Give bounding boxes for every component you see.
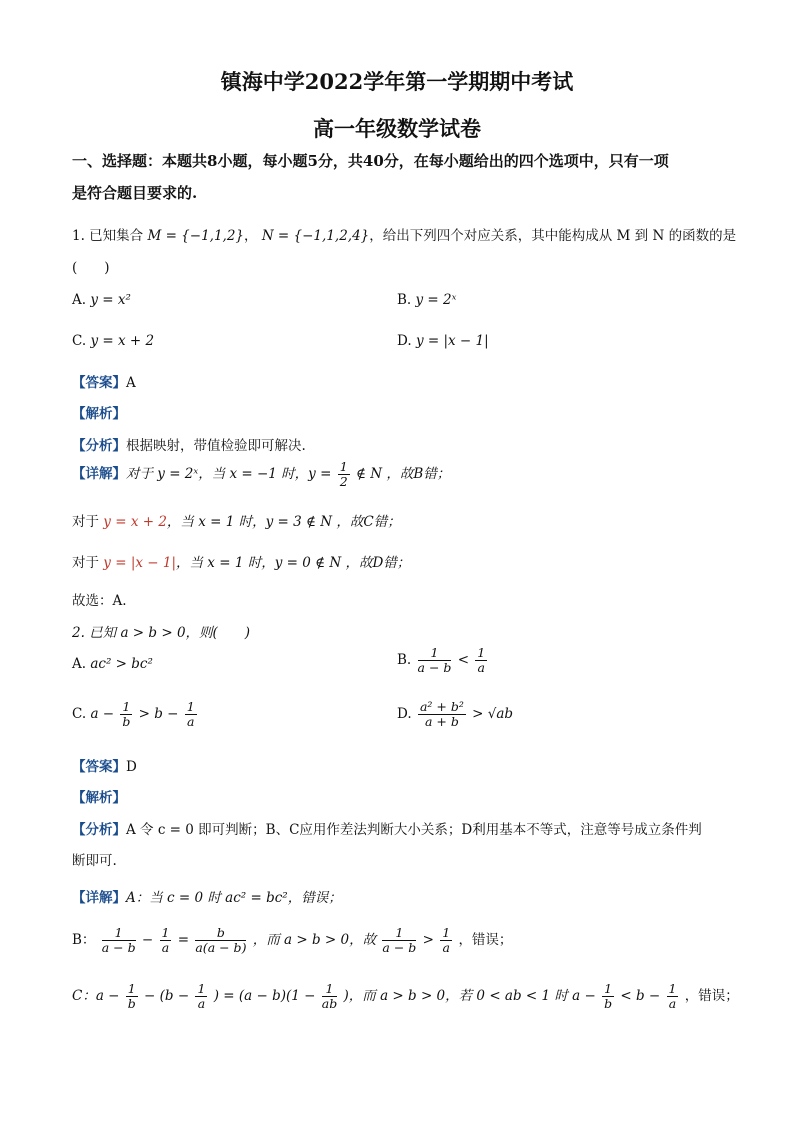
q2-option-b-frac2 <box>475 646 487 675</box>
frac-den: a <box>477 660 485 675</box>
q2-option-c <box>72 700 199 729</box>
q1-detail-line2 <box>72 510 401 530</box>
q1-detail1-a: 对于 y = 2ˣ，当 x = −1 时，y = <box>126 466 332 482</box>
q1-answer-tag: 【答案】 <box>72 375 126 391</box>
q2-detail-b-mid: ，而 a > b > 0，故 <box>252 932 377 948</box>
q1-detail-line1 <box>72 460 450 489</box>
q2-answer-value: D <box>126 759 137 775</box>
q1-option-d-label: D. <box>397 333 412 349</box>
frac-den: b <box>127 996 136 1011</box>
frac-num: 1 <box>339 459 348 474</box>
q1-option-a-label: A. <box>72 292 87 308</box>
frac <box>322 982 337 1011</box>
q2-option-b <box>397 646 489 675</box>
q1-choose: 故选：A. <box>72 593 127 609</box>
frac <box>667 982 679 1011</box>
q2-option-c-frac2 <box>185 700 197 729</box>
frac <box>195 926 246 955</box>
q2-stem-text: 2. 已知 a > b > 0，则( ) <box>72 625 251 641</box>
frac-den: a − b <box>382 940 417 955</box>
frac <box>126 982 138 1011</box>
frac-num: 1 <box>477 645 486 660</box>
q2-detail-a <box>72 886 342 906</box>
q1-prefix: 1. 已知集合 <box>72 228 144 244</box>
q2-option-b-rel: < <box>457 652 469 668</box>
frac-den: a <box>161 940 170 955</box>
q1-option-d <box>397 333 489 349</box>
q1-option-c <box>72 333 154 349</box>
q1-detail3-a: 对于 <box>72 555 99 571</box>
q2-detail-b-end: ，错误； <box>458 932 513 948</box>
q2-detail-c <box>72 982 739 1011</box>
q1-option-b-label: B. <box>397 292 412 308</box>
section-heading-line2: 是符合题目要求的. <box>72 184 198 202</box>
q2-option-d-frac <box>418 700 466 729</box>
frac-den: a − b <box>417 660 452 675</box>
q1-detail1-frac <box>338 460 350 489</box>
frac-den: a <box>187 714 195 729</box>
frac <box>102 926 136 955</box>
q1-detail2-expr: y = x + 2 <box>103 514 167 530</box>
frac-den: a + b <box>424 714 459 729</box>
q1-detail1-b: ∉ N ，故B错； <box>355 466 451 482</box>
exam-subtitle: 高一年级数学试卷 <box>313 116 481 141</box>
frac-den: a <box>197 996 206 1011</box>
frac <box>382 926 416 955</box>
q2-fenxi-label: 【分析】 <box>72 822 126 838</box>
q2-stem <box>72 621 250 641</box>
q2-detail-a-text: A：当 c = 0 时 ac² = bc²，错误； <box>126 890 342 906</box>
q1-detail-label: 【详解】 <box>72 466 126 482</box>
q1-option-a <box>72 292 131 308</box>
q2-option-d-rest: > √ab <box>472 706 514 722</box>
q1-fenxi <box>72 434 306 454</box>
q1-answer <box>72 371 136 391</box>
frac-num: 1 <box>604 981 613 996</box>
q1-option-b <box>397 292 456 308</box>
op: = <box>177 932 190 948</box>
q1-fenxi-text: 根据映射，带值检验即可解决. <box>126 438 306 454</box>
frac-num: a² + b² <box>419 699 464 714</box>
q2-option-d-label: D. <box>397 706 412 722</box>
frac-num: b <box>195 926 246 941</box>
frac <box>440 926 452 955</box>
q1-set-n: N = {−1,1,2,4} <box>261 228 370 244</box>
q2-fenxi-line1 <box>72 818 702 838</box>
q1-option-b-expr: y = 2ˣ <box>415 292 457 308</box>
frac-num: 1 <box>442 925 451 940</box>
q2-detail-label: 【详解】 <box>72 890 126 906</box>
frac-den: 2 <box>339 474 348 489</box>
frac-num: 1 <box>102 926 136 941</box>
op: > <box>422 932 434 948</box>
q2-detail-b-pre: B： <box>72 932 96 948</box>
q2-fenxi-text1: A 令 c = 0 即可判断；B、C应用作差法判断大小关系；D利用基本不等式，注意等号成立条件判 <box>126 822 702 838</box>
q2-option-b-label: B. <box>397 652 412 668</box>
frac-den: b <box>122 714 131 729</box>
q2-detail-c-pre: C：a − <box>72 988 120 1004</box>
frac-den: a − b <box>101 940 136 955</box>
frac-num: 1 <box>161 925 170 940</box>
frac-num: 1 <box>127 981 136 996</box>
q1-detail3-b: ，当 x = 1 时，y = 0 ∉ N ，故D错； <box>176 555 411 571</box>
q1-option-a-expr: y = x² <box>90 292 131 308</box>
q1-detail2-b: ，当 x = 1 时，y = 3 ∉ N ，故C错； <box>166 514 401 530</box>
op: ) = (a − b)(1 − <box>213 988 316 1004</box>
q1-option-c-label: C. <box>72 333 87 349</box>
q2-detail-c-end: ，错误； <box>684 988 739 1004</box>
q1-analysis-label: 【解析】 <box>72 406 126 422</box>
q2-answer-tag: 【答案】 <box>72 759 126 775</box>
q2-fenxi-line2: 断即可. <box>72 853 117 869</box>
frac <box>602 982 614 1011</box>
q2-answer <box>72 755 137 775</box>
q1-detail2-a: 对于 <box>72 514 99 530</box>
q2-option-d <box>397 700 513 729</box>
op: − (b − <box>144 988 190 1004</box>
exam-title: 镇海中学2022学年第一学期期中考试 <box>220 69 574 94</box>
frac-num: 1 <box>668 981 677 996</box>
q2-option-a-label: A. <box>72 656 87 672</box>
frac-den: a <box>442 940 450 955</box>
section-heading-line1: 一、选择题：本题共8小题，每小题5分，共40分，在每小题给出的四个选项中，只有一项 <box>72 152 669 170</box>
q2-detail-b <box>72 926 512 955</box>
op: − <box>141 932 154 948</box>
q1-fenxi-label: 【分析】 <box>72 438 126 454</box>
q2-option-b-frac1 <box>418 646 452 675</box>
q2-analysis-tag <box>72 786 126 806</box>
q2-option-a <box>72 656 153 672</box>
frac-den: b <box>604 996 613 1011</box>
q1-stem: 1. 已知集合 M = {−1,1,2}， N = {−1,1,2,4}，给出下列四个对应关系，其中能构成从 M 到 N 的函数的是 <box>72 228 737 244</box>
frac-num: 1 <box>186 699 195 714</box>
q1-paren: ( ) <box>72 260 110 276</box>
op: )，而 a > b > 0，若 0 < ab < 1 时 a − <box>343 988 596 1004</box>
q1-analysis-tag <box>72 402 126 422</box>
frac-num: 1 <box>418 646 452 661</box>
frac-den: ab <box>321 996 338 1011</box>
q2-option-c-mid: > b − <box>138 706 179 722</box>
q2-analysis-label: 【解析】 <box>72 790 126 806</box>
frac <box>195 982 207 1011</box>
q2-option-c-a: a − <box>90 706 115 722</box>
frac-num: 1 <box>122 699 131 714</box>
q2-option-c-frac1 <box>120 700 132 729</box>
q1-option-c-expr: y = x + 2 <box>90 333 155 349</box>
q1-suffix: ，给出下列四个对应关系，其中能构成从 M 到 N 的函数的是 <box>369 228 737 244</box>
frac-num: 1 <box>197 981 206 996</box>
frac-num: 1 <box>322 982 337 997</box>
frac-den: a(a − b) <box>195 940 247 955</box>
q1-detail-line3 <box>72 551 410 571</box>
frac-den: a <box>668 996 677 1011</box>
q2-option-c-label: C. <box>72 706 87 722</box>
q1-option-d-expr: y = |x − 1| <box>415 333 489 349</box>
frac <box>160 926 172 955</box>
frac-num: 1 <box>382 926 416 941</box>
op: < b − <box>620 988 661 1004</box>
q1-set-m: M = {−1,1,2} <box>147 228 245 244</box>
q2-option-a-expr: ac² > bc² <box>90 656 153 672</box>
q1-detail3-expr: y = |x − 1| <box>103 555 177 571</box>
q1-answer-value: A <box>126 375 136 391</box>
